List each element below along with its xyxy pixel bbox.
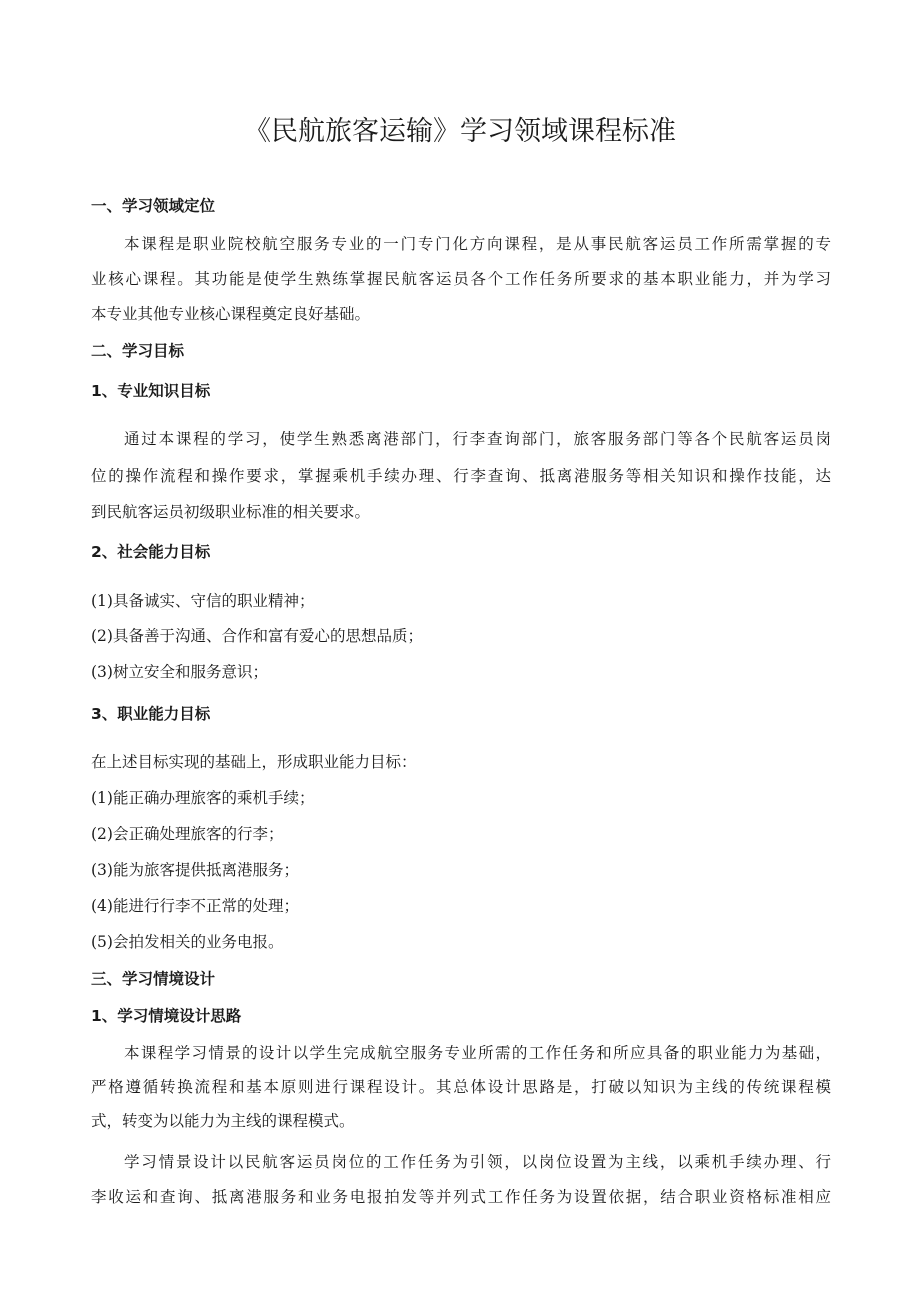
paragraph-line: 学习情景设计以民航客运员岗位的工作任务为引领，以岗位设置为主线，以乘机手续办理、行 [124,1153,831,1171]
paragraph-line: 本专业其他专业核心课程奠定良好基础。 [91,305,371,323]
list-item: (3)树立安全和服务意识； [91,663,268,681]
section-heading-goals: 二、学习目标 [91,342,185,360]
list-item: (5)会拍发相关的业务电报。 [91,933,284,951]
paragraph-line: 李收运和查询、抵离港服务和业务电报拍发等并列式工作任务为设置依据，结合职业资格标准相应 [91,1188,831,1206]
list-item: (1)具备诚实、守信的职业精神； [91,592,315,610]
paragraph-line: 业核心课程。其功能是使学生熟练掌握民航客运员各个工作任务所要求的基本职业能力，并为学习 [91,270,831,288]
list-item: (4)能进行行李不正常的处理； [91,897,299,915]
paragraph-line: 位的操作流程和操作要求，掌握乘机手续办理、行李查询、抵离港服务等相关知识和操作技能，达 [91,467,831,485]
list-item: (3)能为旅客提供抵离港服务； [91,861,299,879]
paragraph-line: 在上述目标实现的基础上，形成职业能力目标： [91,753,417,771]
list-item: (2)会正确处理旅客的行李； [91,825,284,843]
paragraph-line: 严格遵循转换流程和基本原则进行课程设计。其总体设计思路是，打破以知识为主线的传统课程模 [91,1078,831,1096]
section-heading-positioning: 一、学习领域定位 [91,197,216,215]
paragraph-line: 通过本课程的学习，使学生熟悉离港部门，行李查询部门，旅客服务部门等各个民航客运员岗 [124,430,831,448]
paragraph-line: 式，转变为以能力为主线的课程模式。 [91,1112,355,1130]
paragraph-line: 到民航客运员初级职业标准的相关要求。 [91,503,371,521]
paragraph-line: 本课程学习情景的设计以学生完成航空服务专业所需的工作任务和所应具备的职业能力为基础， [124,1044,831,1062]
subsection-heading-social: 2、社会能力目标 [91,543,211,561]
paragraph-line: 本课程是职业院校航空服务专业的一门专门化方向课程，是从事民航客运员工作所需掌握的专 [124,235,831,253]
list-item: (2)具备善于沟通、合作和富有爱心的思想品质； [91,627,423,645]
subsection-heading-design-idea: 1、学习情境设计思路 [91,1007,242,1025]
subsection-heading-knowledge: 1、专业知识目标 [91,382,211,400]
section-heading-scenario: 三、学习情境设计 [91,970,216,988]
list-item: (1)能正确办理旅客的乘机手续； [91,789,315,807]
document-title: 《民航旅客运输》学习领域课程标准 [244,116,676,147]
subsection-heading-vocational: 3、职业能力目标 [91,705,211,723]
